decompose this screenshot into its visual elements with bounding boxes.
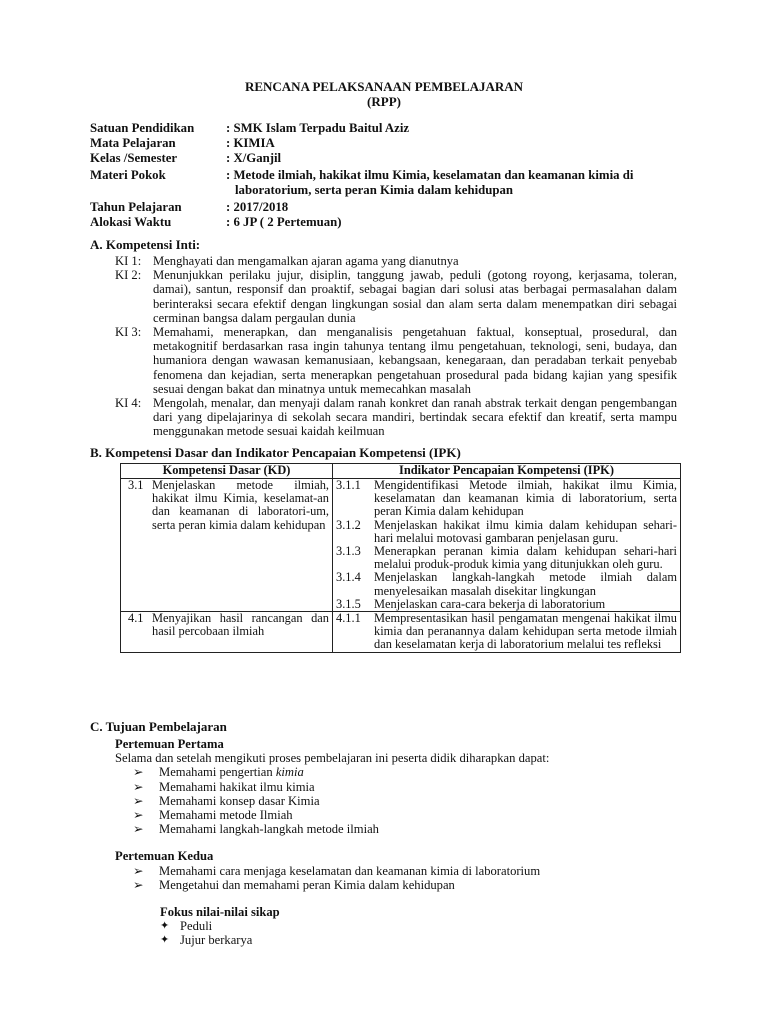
section-b-heading: B. Kompetensi Dasar dan Indikator Pencapaian Kompetensi (IPK) [90, 445, 461, 460]
ipk-column-header: Indikator Pencapaian Kompetensi (IPK) [333, 464, 681, 479]
list-item: ➢ Memahami pengertian kimia [133, 765, 304, 780]
ipk-item: 3.1.5 Menjelaskan cara-cara bekerja di laboratorium [336, 596, 606, 611]
satuan-label: Satuan Pendidikan [90, 121, 195, 135]
kd-cell: 3.1 Menjelaskan metode ilmiah, hakikat ilmu Kimia, keselamat-an dan keamanan di laboratori-um, serta peran kimia dalam kehidupan [121, 479, 333, 612]
list-item: ✦ Peduli [160, 919, 213, 934]
kelas-label: Kelas /Semester [90, 151, 178, 165]
ipk-cell [333, 479, 681, 612]
pertemuan-pertama-title: Pertemuan Pertama [115, 737, 224, 751]
alokasi-value: : 6 JP ( 2 Pertemuan) [226, 215, 342, 229]
arrow-bullet-icon: ➢ [133, 765, 144, 780]
arrow-bullet-icon: ➢ [133, 877, 144, 892]
kd-column-header: Kompetensi Dasar (KD) [121, 464, 333, 479]
arrow-bullet-icon: ➢ [133, 863, 144, 878]
ki-item: KI 4: Mengolah, menalar, dan menyaji dalam ranah konkret dan ranah abstrak terkait dengan pengembangan dari yang dipelajarinya di sekolah secara mandiri, bertindak secara efektif dan kreatif, serta mampu menggunakan metode sesuai kaidah keilmuan [115, 396, 677, 439]
alokasi-label: Alokasi Waktu [90, 215, 172, 229]
fokus-title: Fokus nilai-nilai sikap [160, 905, 280, 920]
kelas-value: : X/Ganjil [226, 151, 282, 165]
section-c-heading: C. Tujuan Pembelajaran [90, 719, 227, 734]
arrow-bullet-icon: ➢ [133, 793, 144, 808]
tujuan-block [115, 737, 695, 948]
kd-cell: 4.1 Menyajikan hasil rancangan dan hasil percobaan ilmiah [121, 612, 333, 653]
section-a-heading: A. Kompetensi Inti: [90, 237, 201, 252]
tahun-value: : 2017/2018 [226, 200, 289, 214]
ki-item: KI 3: Memahami, menerapkan, dan menganalisis pengetahuan faktual, konseptual, prosedural, dan metakognitif berdasarkan rasa ingin tahunya tentang ilmu pengetahuan, teknologi, seni, budaya, dan humaniora dengan wawasan kemanusiaan, kebangsaan, kenegaraan, dan peradaban terkait penyebab fenomena dan kejadian, serta menerapkan pengetahuan prosedural pada bidang kajian yang spesifik sesuai dengan bakat dan minatnya untuk memecahkan masalah [115, 325, 677, 396]
ki-list [115, 254, 677, 439]
list-item: ➢ Memahami hakikat ilmu kimia [133, 779, 315, 794]
arrow-bullet-icon: ➢ [133, 822, 144, 837]
ipk-item: 3.1.3 Menerapkan peranan kimia dalam kehidupan sehari-hari melalui produk-produk kimia yang ditunjukkan oleh guru. [336, 544, 677, 572]
mapel-label: Mata Pelajaran [90, 136, 176, 150]
star-bullet-icon: ✦ [160, 934, 170, 947]
list-item: ➢ Memahami konsep dasar Kimia [133, 793, 320, 808]
ipk-item: 3.1.1 Mengidentifikasi Metode ilmiah, hakikat ilmu Kimia, keselamatan dan keamanan kimia di laboratorium, serta peran Kimia dalam kehidupan [336, 478, 677, 519]
mapel-value: : KIMIA [226, 136, 275, 150]
satuan-value: : SMK Islam Terpadu Baitul Aziz [226, 121, 410, 135]
ipk-item: 3.1.2 Menjelaskan hakikat ilmu kimia dalam kehidupan sehari-hari melalui motovasi gambaran penjelasan guru. [336, 517, 677, 545]
ki-item: KI 2: Menunjukkan perilaku jujur, disiplin, tanggung jawab, peduli (gotong royong, kerjasama, toleran, damai), santun, responsif dan proaktif, sebagai bagian dari solusi atas berbagai permasalahan dalam berinteraksi secara efektif dengan lingkungan sosial dan alam serta dalam menempatkan diri sebagai cerminan bangsa dalam pergaulan dunia [115, 268, 677, 325]
list-item: ➢ Mengetahui dan memahami peran Kimia dalam kehidupan [133, 877, 455, 892]
kd-ipk-table [120, 463, 681, 653]
list-item: ➢ Memahami metode Ilmiah [133, 808, 293, 823]
arrow-bullet-icon: ➢ [133, 779, 144, 794]
document-subtitle: (RPP) [367, 94, 401, 109]
materi-label: Materi Pokok [90, 168, 166, 182]
star-bullet-icon: ✦ [160, 920, 170, 933]
ipk-item: 3.1.4 Menjelaskan langkah-langkah metode ilmiah dalam menyelesaikan masalah disekitar lingkungan [336, 570, 677, 598]
materi-value: : Metode ilmiah, hakikat ilmu Kimia, keselamatan dan keamanan kimia di [226, 168, 634, 182]
identity-block [90, 121, 690, 230]
document-title: RENCANA PELAKSANAAN PEMBELAJARAN [244, 79, 524, 94]
list-item: ✦ Jujur berkarya [160, 933, 253, 948]
list-item: ➢ Memahami langkah-langkah metode ilmiah [133, 822, 379, 837]
pertemuan-kedua-title: Pertemuan Kedua [115, 849, 214, 864]
ki-item: KI 1: Menghayati dan mengamalkan ajaran agama yang dianutnya [115, 254, 459, 268]
tahun-label: Tahun Pelajaran [90, 200, 182, 214]
materi-value-cont: laboratorium, serta peran Kimia dalam kehidupan [235, 183, 513, 197]
arrow-bullet-icon: ➢ [133, 808, 144, 823]
ipk-cell [333, 612, 681, 653]
ipk-item: 4.1.1 Mempresentasikan hasil pengamatan mengenai hakikat ilmu kimia dan peranannya dalam kehidupan serta metode ilmiah dan keselamatan kerja di laboratorium melalui tes refleksi [336, 611, 677, 652]
list-item: ➢ Memahami cara menjaga keselamatan dan keamanan kimia di laboratorium [133, 863, 541, 878]
pertemuan-pertama-intro: Selama dan setelah mengikuti proses pembelajaran ini peserta didik diharapkan dapat: [115, 751, 550, 766]
